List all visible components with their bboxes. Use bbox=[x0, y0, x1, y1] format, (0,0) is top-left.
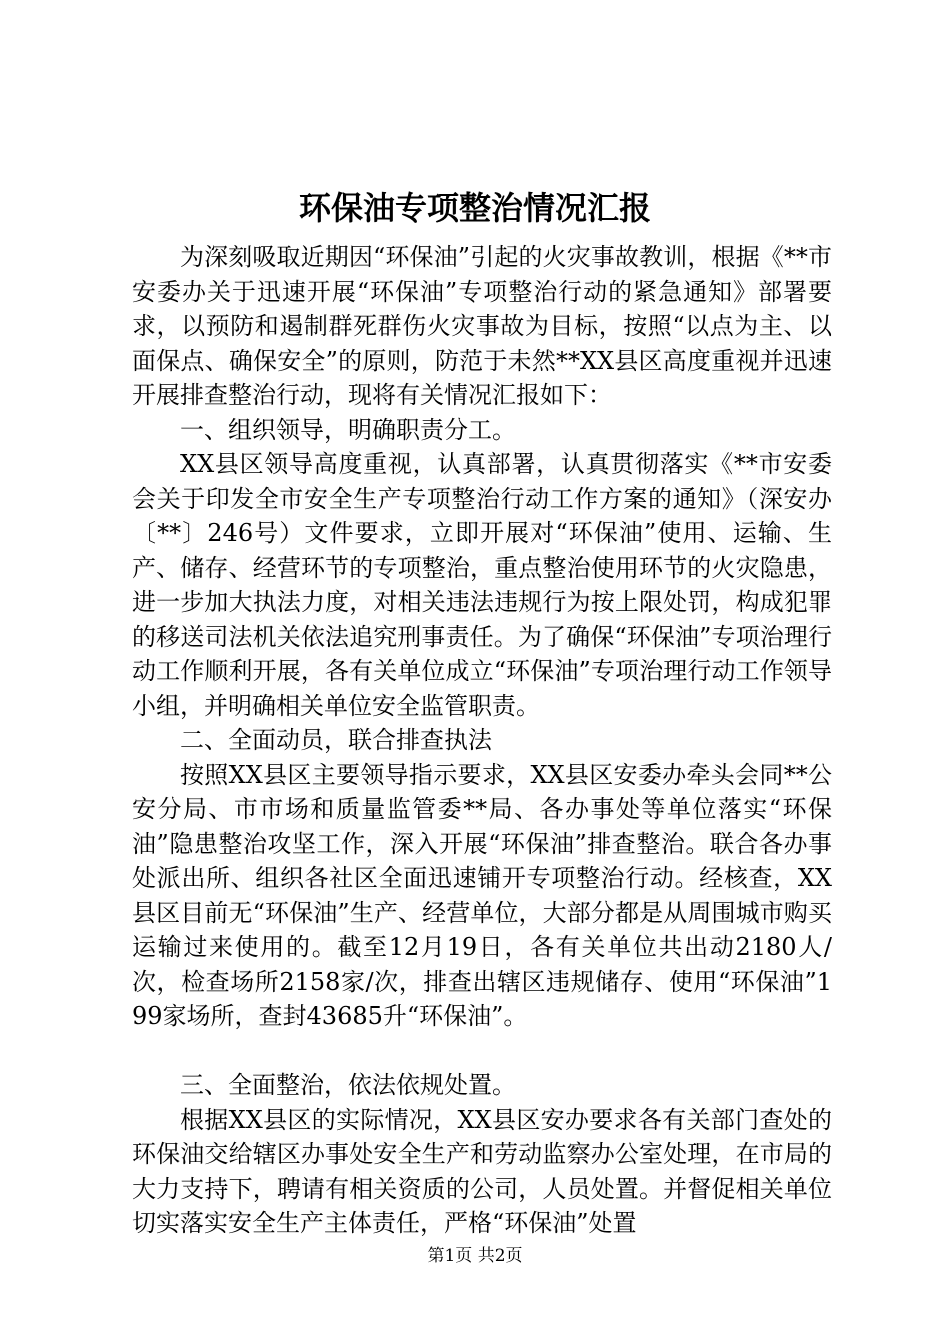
section-1-heading: 一、组织领导，明确职责分工。 bbox=[180, 415, 516, 444]
document-body bbox=[132, 240, 832, 1241]
section-2-body: 按照XX县区主要领导指示要求，XX县区安委办牵头会同**公安分局、市市场和质量监管委**局、各办事处等单位落实“环保油”隐患整治攻坚工作，深入开展“环保油”排查整治。联合各办事处派出所、组织各社区全面迅速铺开专项整治行动。经核查，XX县区目前无“环保油”生产、经营单位，大部分都是从周围城市购买运输过来使用的。截至12月19日，各有关单位共出动2180人/次，检查场所2158家/次，排查出辖区违规储存、使用“环保油”199家场所，查封43685升“环保油”。 bbox=[132, 760, 832, 1030]
section-3-heading: 三、全面整治，依法依规处置。 bbox=[180, 1071, 516, 1099]
document-title: 环保油专项整治情况汇报 bbox=[298, 189, 651, 227]
section-3-body: 根据XX县区的实际情况，XX县区安办要求各有关部门查处的环保油交给辖区办事处安全生产和劳动监察办公室处理，在市局的大力支持下，聘请有相关资质的公司，人员处置。并督促相关单位切实落实安全生产主体责任，严格“环保油”处置 bbox=[132, 1105, 832, 1237]
page-footer: 第1页 共2页 bbox=[427, 1246, 523, 1266]
section-1-body: XX县区领导高度重视，认真部署，认真贯彻落实《**市安委会关于印发全市安全生产专项整治行动工作方案的通知》（深安办〔**〕246号）文件要求，立即开展对“环保油”使用、运输、生产、储存、经营环节的专项整治，重点整治使用环节的火灾隐患，进一步加大执法力度，对相关违法违规行为按上限处罚，构成犯罪的移送司法机关依法追究刑事责任。为了确保“环保油”专项治理行动工作顺利开展，各有关单位成立“环保油”专项治理行动工作领导小组，并明确相关单位安全监管职责。 bbox=[132, 450, 832, 720]
section-2-heading: 二、全面动员，联合排查执法 bbox=[180, 726, 492, 754]
intro-paragraph: 为深刻吸取近期因“环保油”引起的火灾事故教训，根据《**市安委办关于迅速开展“环保油”专项整治行动的紧急通知》部署要求，以预防和遏制群死群伤火灾事故为目标，按照“以点为主、以面保点、确保安全”的原则，防范于未然**XX县区高度重视并迅速开展排查整治行动，现将有关情况汇报如下： bbox=[132, 243, 832, 409]
paragraph-gap bbox=[132, 1034, 832, 1069]
